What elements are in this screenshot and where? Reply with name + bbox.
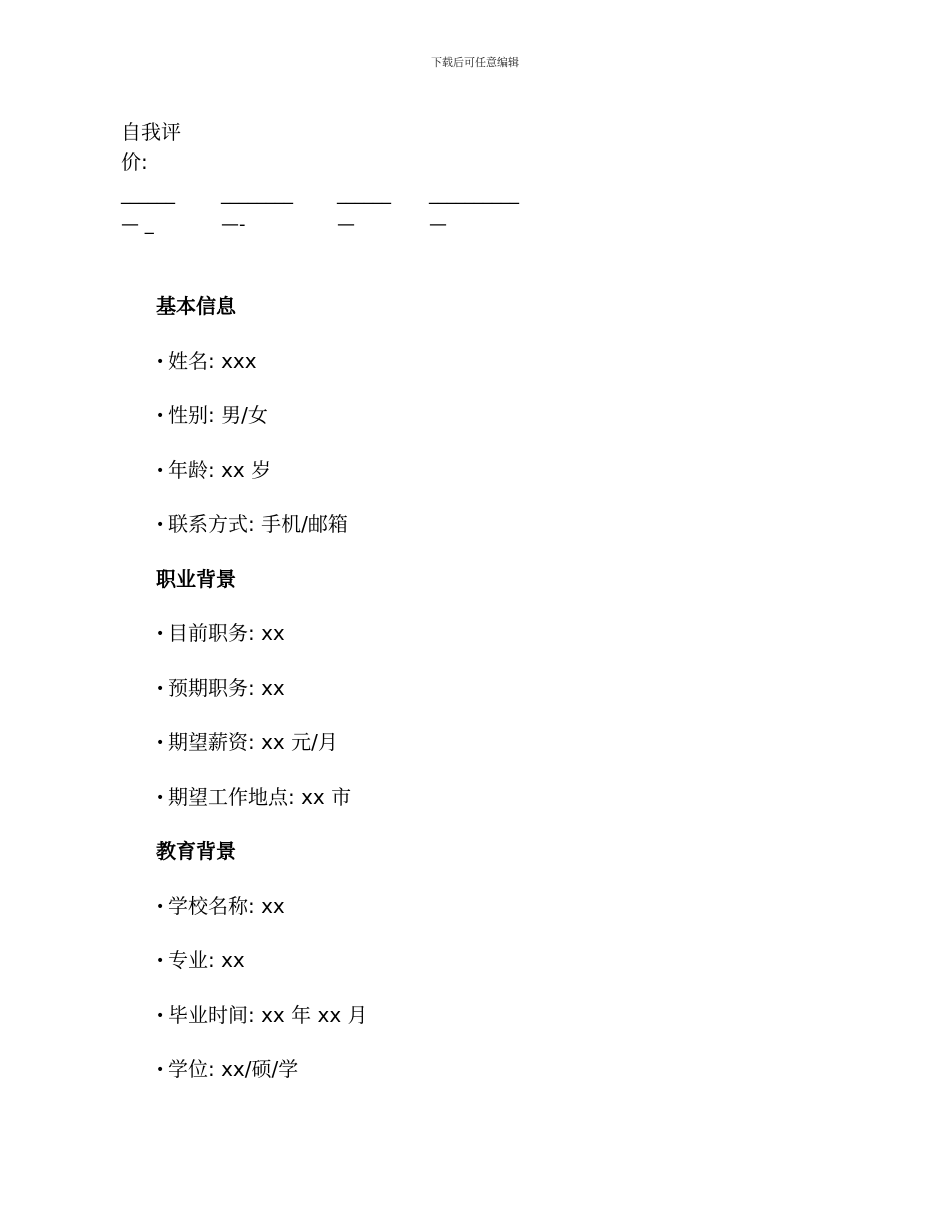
- blank-line-2: [221, 180, 293, 240]
- bullet: •: [156, 789, 165, 806]
- bullet: •: [156, 517, 165, 533]
- bullet: •: [156, 1062, 165, 1078]
- list-item-expected-location: • 期望工作地点: xx 市: [156, 781, 856, 836]
- blank-line-bottom: —: [337, 214, 355, 235]
- blank-line-bottom: —-: [221, 214, 246, 235]
- resume-content: [156, 290, 856, 1108]
- section-title-education: 教育背景: [156, 839, 236, 863]
- list-item-gender: • 性别: 男/女: [156, 399, 856, 454]
- header-note: 下载后可任意编辑: [431, 56, 519, 69]
- list-item-age: • 年龄: xx 岁: [156, 454, 856, 509]
- blank-line-3: [337, 180, 391, 240]
- list-item-expected-salary: • 期望薪资: xx 元/月: [156, 726, 856, 781]
- blank-line-bottom: —: [429, 214, 447, 235]
- list-item-contact: • 联系方式: 手机/邮箱: [156, 508, 856, 563]
- section-title-career: 职业背景: [156, 566, 236, 591]
- bullet: •: [156, 626, 165, 642]
- blank-line-top: ______: [337, 184, 391, 205]
- bullet: •: [156, 735, 165, 751]
- bullet: •: [156, 1007, 165, 1024]
- blank-line-bottom: — _: [121, 214, 154, 235]
- blank-lines: [121, 180, 601, 240]
- list-item-graduation-date: • 毕业时间: xx 年 xx 月: [156, 999, 856, 1054]
- blank-line-top: ________: [221, 184, 293, 205]
- blank-line-top: ______: [121, 184, 175, 205]
- bullet: •: [156, 898, 165, 915]
- self-evaluation-label: 自我评价:: [121, 120, 181, 174]
- list-item-school: • 学校名称: xx: [156, 890, 856, 945]
- list-item-current-position: • 目前职务: xx: [156, 617, 856, 672]
- list-item-degree: • 学位: xx/硕/学: [156, 1053, 856, 1108]
- list-item-expected-position: • 预期职务: xx: [156, 672, 856, 727]
- blank-line-4: [429, 180, 519, 240]
- blank-line-1: [121, 180, 175, 240]
- list-item-name: • 姓名: xxx: [156, 345, 856, 400]
- list-item-major: • 专业: xx: [156, 944, 856, 999]
- bullet: •: [156, 953, 165, 969]
- bullet: •: [156, 680, 165, 697]
- section-title-basic-info: 基本信息: [156, 294, 236, 318]
- blank-line-top: __________: [429, 184, 519, 205]
- bullet: •: [156, 462, 165, 479]
- bullet: •: [156, 408, 165, 424]
- bullet: •: [156, 353, 165, 370]
